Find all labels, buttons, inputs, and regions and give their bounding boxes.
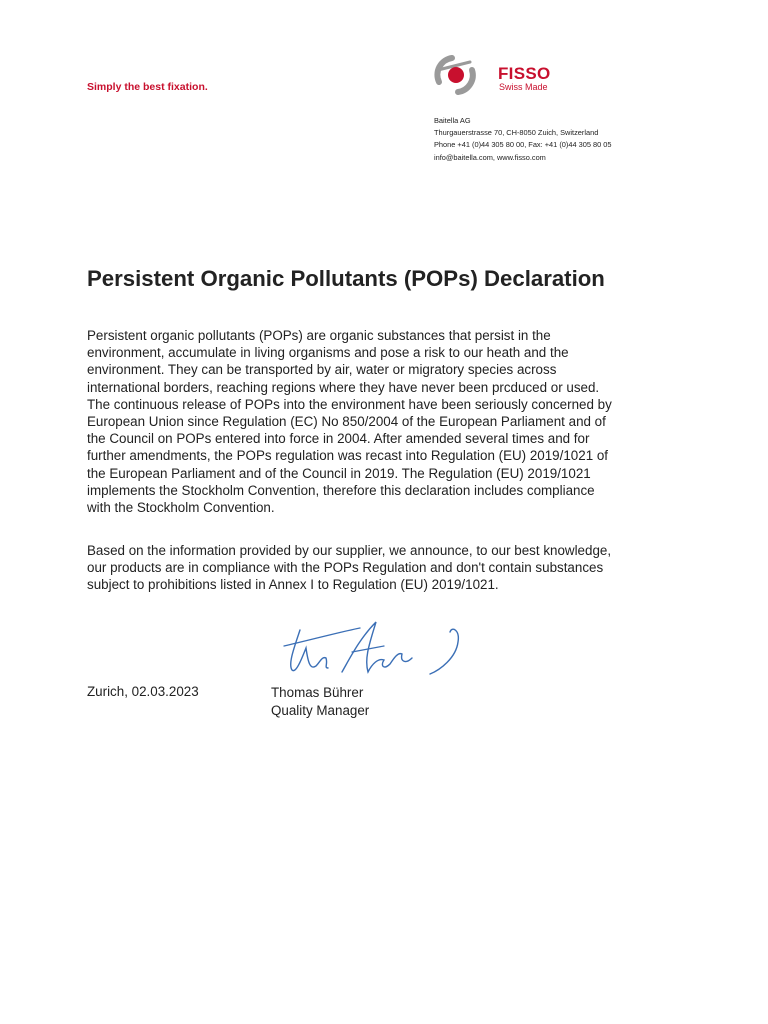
text-line: environment. They can be transported by air, water or migratory species across <box>87 362 557 378</box>
document-title: Persistent Organic Pollutants (POPs) Declaration <box>87 266 605 291</box>
company-address <box>434 115 734 164</box>
text-line: our products are in compliance with the POPs Regulation and don't contain substances <box>87 560 604 576</box>
brand-name: FISSO <box>498 64 551 83</box>
text-line: subject to prohibitions listed in Annex I to Regulation (EU) 2019/1021. <box>87 577 499 593</box>
text-line: the Council on POPs entered into force in 2004. After amended several times and for <box>87 431 590 447</box>
text-line: with the Stockholm Convention. <box>87 500 275 516</box>
signatory-role: Quality Manager <box>271 703 370 718</box>
address-line: Baitella AG <box>434 116 471 125</box>
text-line: international borders, reaching regions where they have never been prcduced or used. <box>87 379 600 395</box>
address-line: info@baitella.com, www.fisso.com <box>434 152 546 162</box>
signatory-block <box>271 684 369 720</box>
text-line: Persistent organic pollutants (POPs) are organic substances that persist in the <box>87 328 551 343</box>
text-line: environment, accumulate in living organisms and pose a risk to our heath and the <box>87 345 569 361</box>
text-line: the European Parliament and of the Council in 2019. The Regulation (EU) 2019/1021 <box>87 465 591 481</box>
place-and-date: Zurich, 02.03.2023 <box>87 684 199 699</box>
paragraph-compliance <box>87 542 707 594</box>
handwritten-signature <box>280 618 470 688</box>
paragraph-intro <box>87 327 707 516</box>
brand-subtitle: Swiss Made <box>499 82 548 92</box>
address-line: Phone +41 (0)44 305 80 00, Fax: +41 (0)44 305 80 05 <box>434 140 612 150</box>
text-line: The continuous release of POPs into the environment have been seriously concerned by <box>87 396 612 412</box>
text-line: further amendments, the POPs regulation was recast into Regulation (EU) 2019/1021 of <box>87 448 609 464</box>
text-line: Based on the information provided by our supplier, we announce, to our best knowledge, <box>87 543 612 558</box>
text-line: implements the Stockholm Convention, therefore this declaration includes compliance <box>87 482 595 498</box>
text-line: European Union since Regulation (EC) No 850/2004 of the European Parliament and of <box>87 414 606 430</box>
company-tagline: Simply the best fixation. <box>87 81 208 93</box>
signatory-name: Thomas Bührer <box>271 685 364 700</box>
address-line: Thurgauerstrasse 70, CH-8050 Zuich, Switzerland <box>434 128 599 138</box>
